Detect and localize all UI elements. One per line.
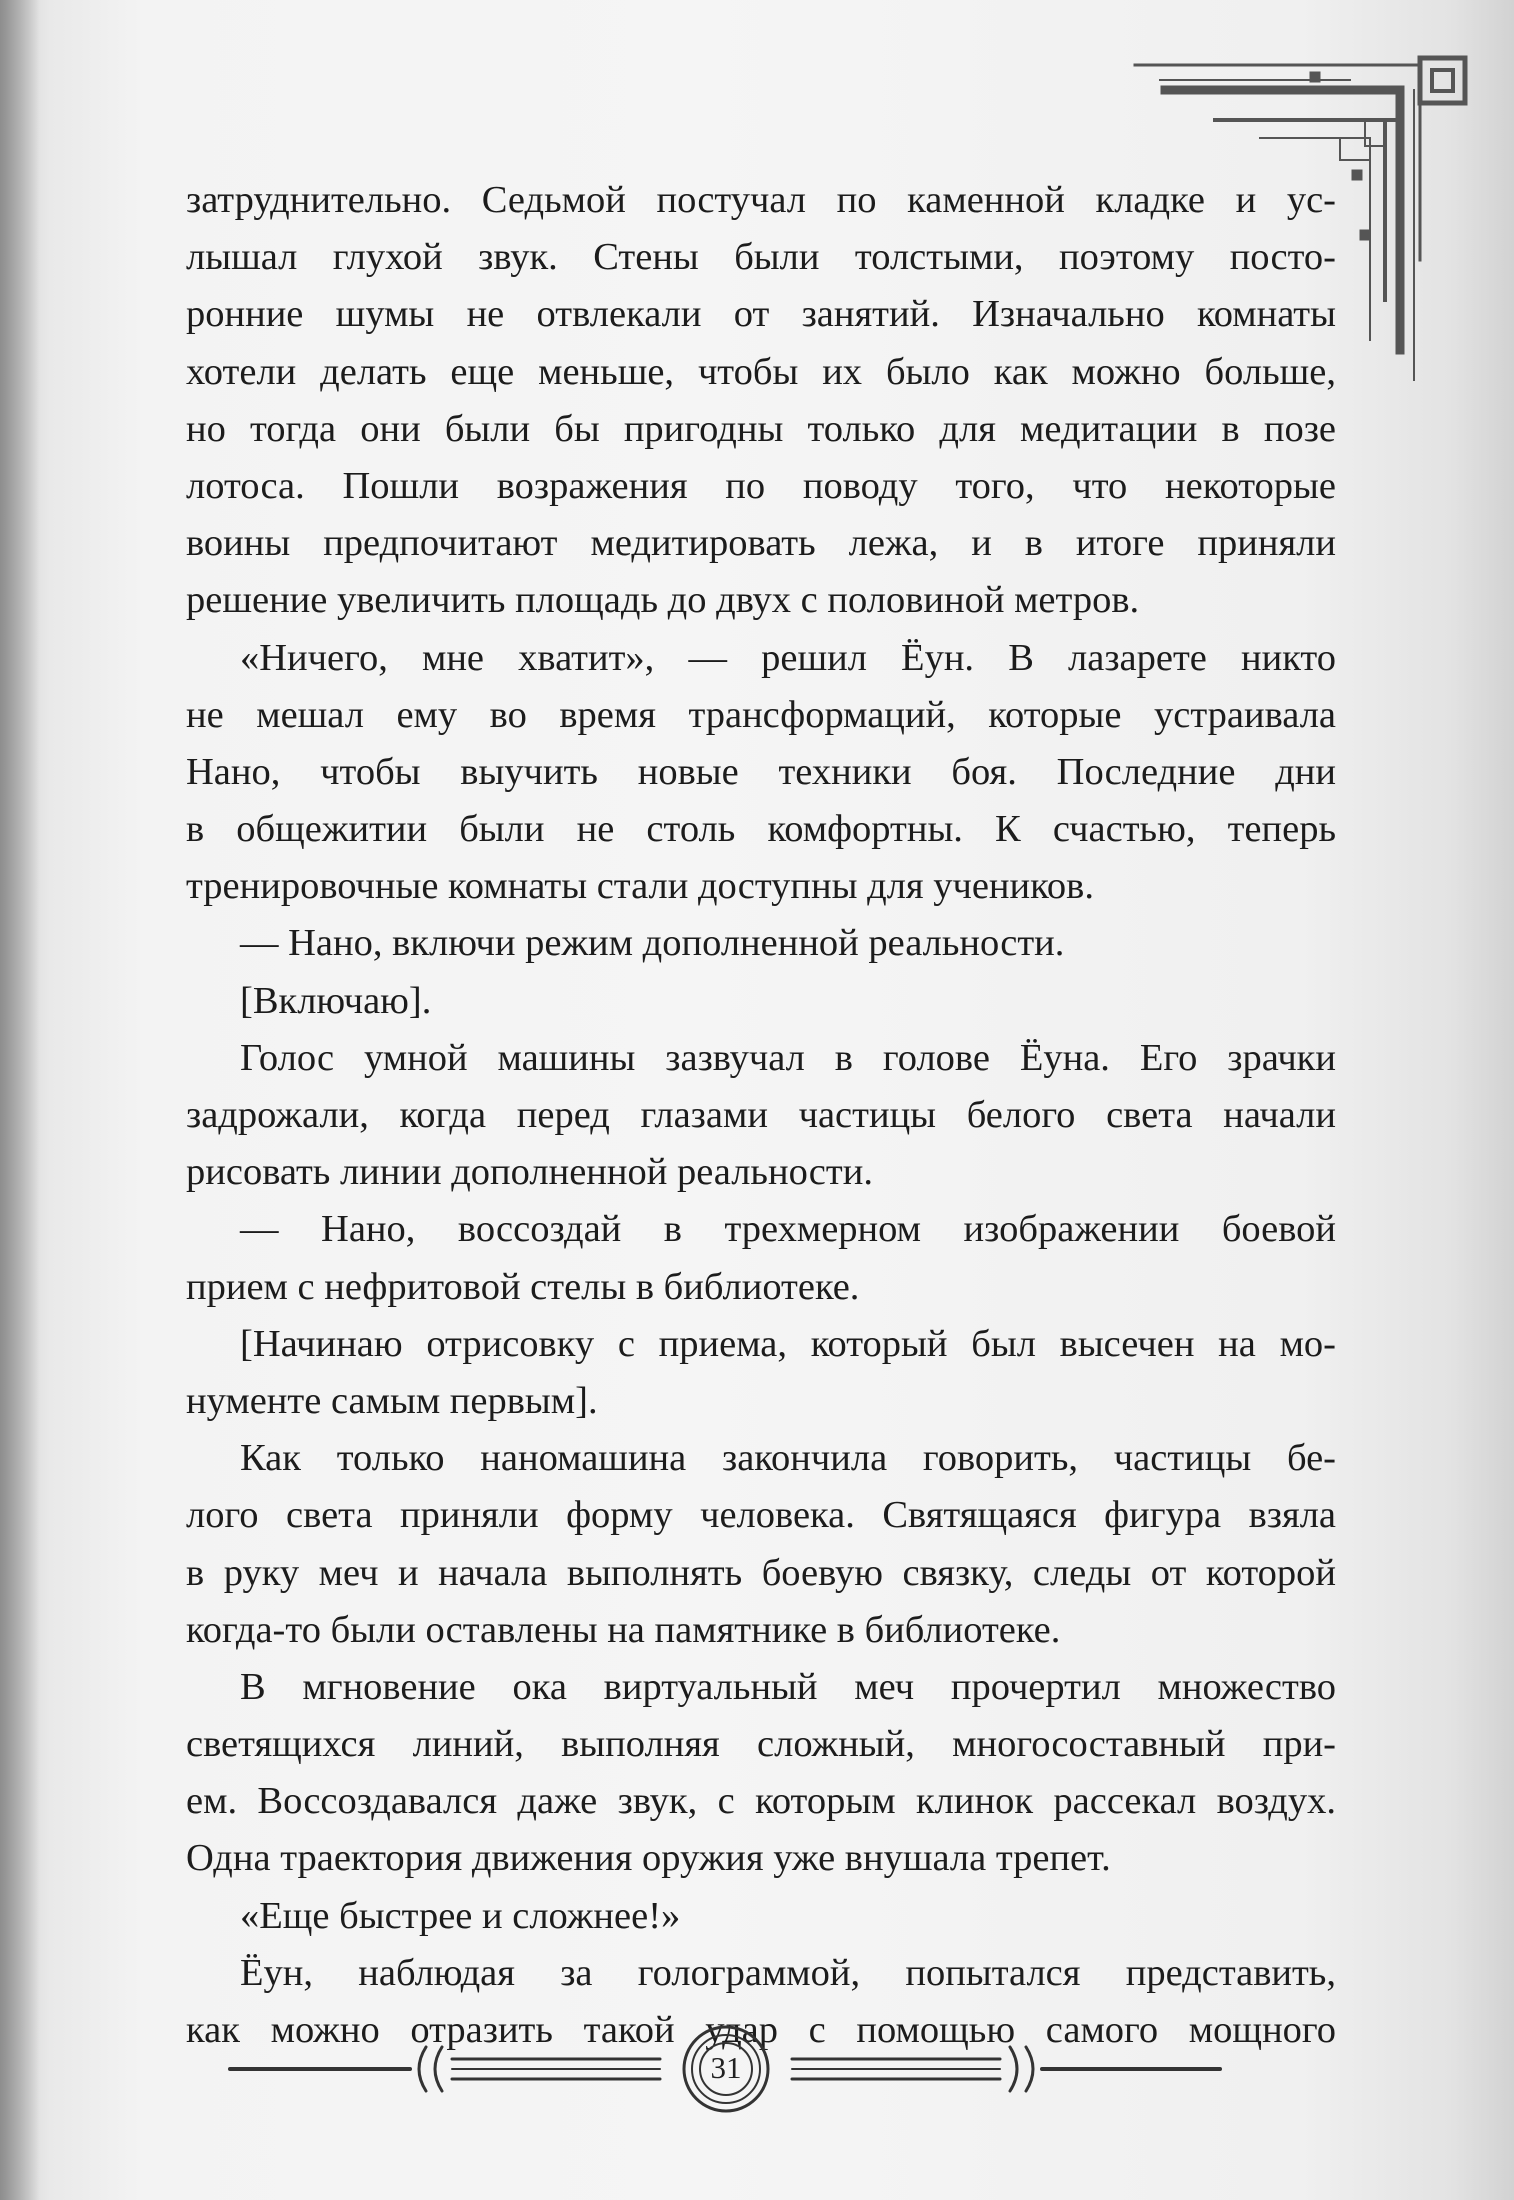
text-line: Голос умной машины зазвучал в голове Ёуна. Его зрачки — [240, 1036, 1336, 1079]
text-line: хотели делать еще меньше, чтобы их было как можно больше, — [186, 350, 1336, 393]
page-number: 31 — [710, 2050, 742, 2085]
text-line: прием с нефритовой стелы в библиотеке. — [186, 1265, 860, 1308]
text-line: в общежитии были не столь комфортны. К счастью, теперь — [186, 808, 1336, 851]
text-line: тренировочные комнаты стали доступны для учеников. — [186, 865, 1094, 908]
text-line: но тогда они были бы пригодны только для медитации в позе — [186, 407, 1336, 450]
text-line: лотоса. Пошли возражения по поводу того, что некоторые — [186, 464, 1336, 507]
text-line: решение увеличить площадь до двух с половиной метров. — [186, 579, 1140, 622]
text-line: затруднительно. Седьмой постучал по каменной кладке и ус- — [186, 179, 1336, 221]
text-line: рисовать линии дополненной реальности. — [186, 1151, 873, 1194]
text-line: как можно отразить такой удар с помощью самого мощного — [186, 2009, 1336, 2051]
text-line: В мгновение ока виртуальный меч прочертил множество — [240, 1665, 1336, 1708]
text-line: лого света приняли форму человека. Святящаяся фигура взяла — [186, 1494, 1336, 1537]
text-line: [Включаю]. — [240, 979, 432, 1022]
text-line: Ёун, наблюдая за голограммой, попытался представить, — [240, 1951, 1336, 1994]
text-line: ем. Воссоздавался даже звук, с которым клинок рассекал воздух. — [186, 1780, 1336, 1823]
text-block — [186, 172, 1336, 2059]
text-line: Одна траектория движения оружия уже внушала трепет. — [186, 1837, 1111, 1880]
text-line: воины предпочитают медитировать лежа, и в итоге приняли — [186, 522, 1336, 565]
text-line: задрожали, когда перед глазами частицы белого света начали — [186, 1094, 1336, 1136]
text-line: ронние шумы не отвлекали от занятий. Изначально комнаты — [186, 293, 1336, 336]
text-line: в руку меч и начала выполнять боевую связку, следы от которой — [186, 1551, 1336, 1594]
text-line: светящихся линий, выполняя сложный, многосоставный при- — [186, 1723, 1336, 1766]
text-line: Как только наномашина закончила говорить, частицы бе- — [240, 1437, 1336, 1480]
text-line: лышал глухой звук. Стены были толстыми, поэтому посто- — [186, 236, 1336, 279]
text-line: «Еще быстрее и сложнее!» — [240, 1894, 681, 1937]
text-line: «Ничего, мне хватит», — решил Ёун. В лазарете никто — [240, 636, 1336, 679]
gutter-shadow — [0, 0, 40, 2200]
text-line: не мешал ему во время трансформаций, которые устраивала — [186, 693, 1336, 736]
text-line: нументе самым первым]. — [186, 1379, 598, 1422]
text-line: — Нано, воссоздай в трехмерном изображении боевой — [240, 1208, 1336, 1251]
text-line: когда-то были оставлены на памятнике в библиотеке. — [186, 1608, 1061, 1651]
text-line: [Начинаю отрисовку с приема, который был высечен на мо- — [240, 1322, 1336, 1365]
text-line: — Нано, включи режим дополненной реальности. — [240, 922, 1065, 965]
text-line: Нано, чтобы выучить новые техники боя. Последние дни — [186, 750, 1336, 793]
